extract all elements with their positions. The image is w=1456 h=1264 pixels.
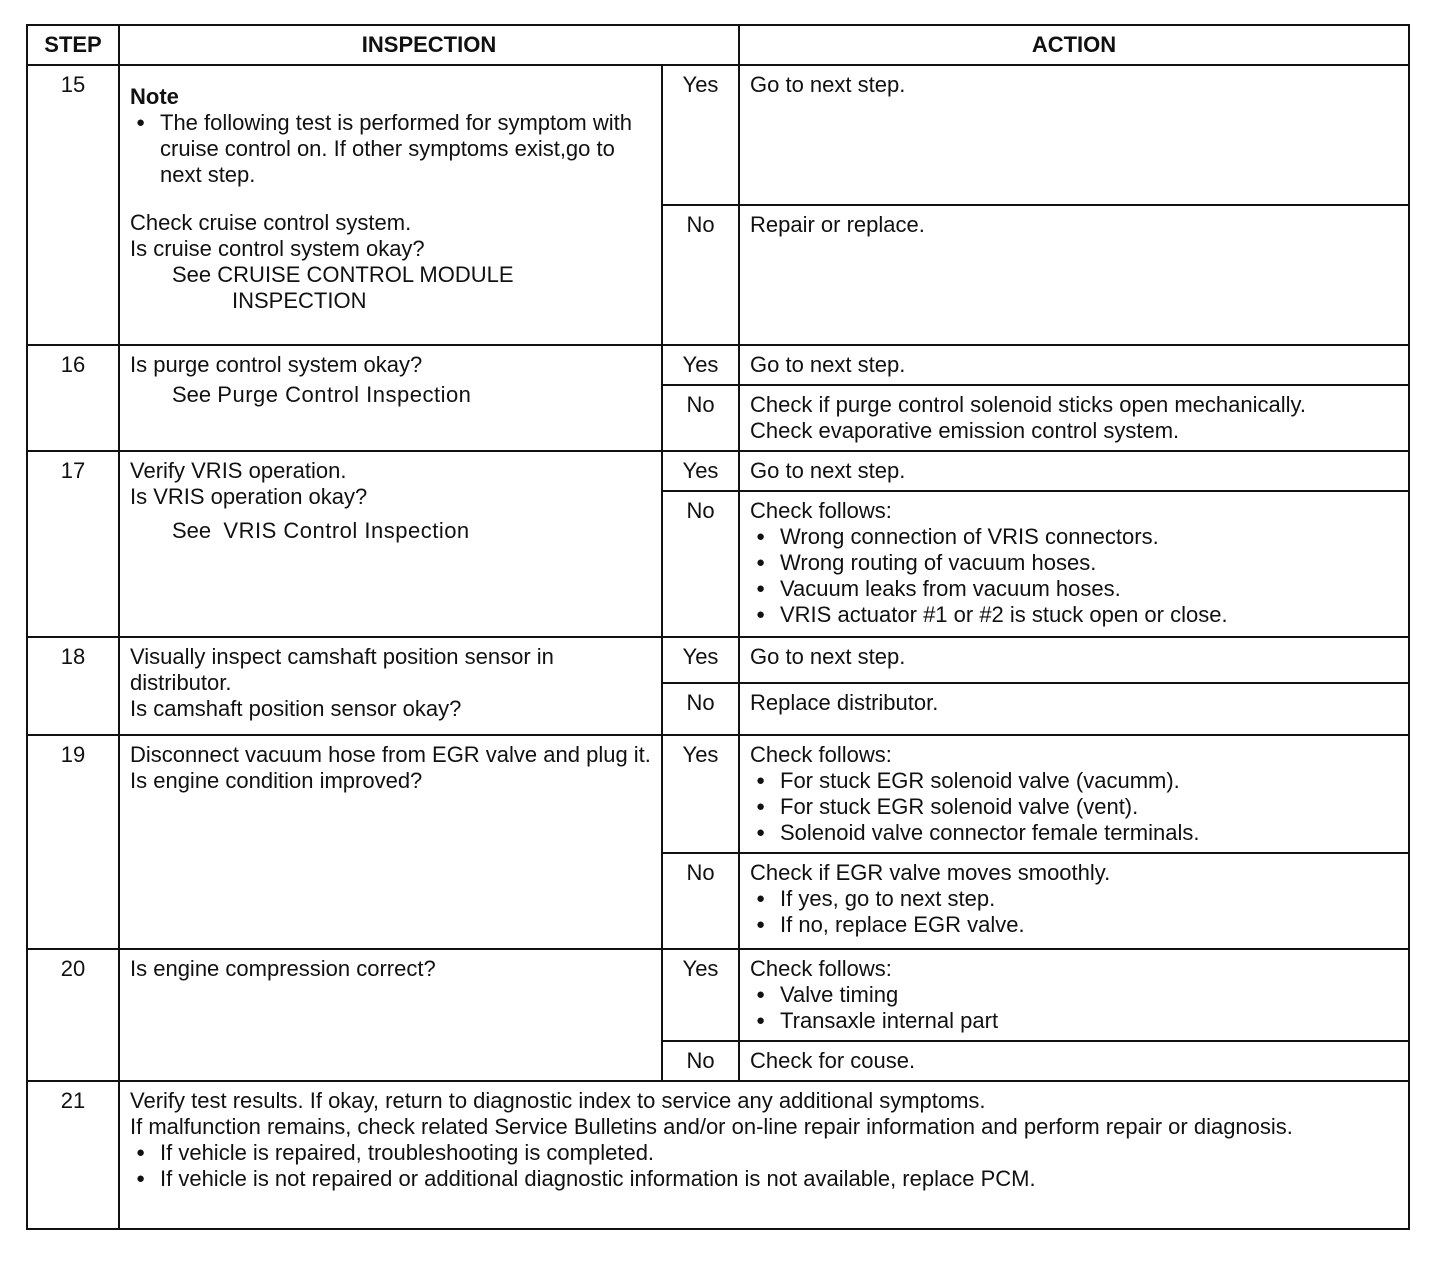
step-number: 15 (27, 65, 119, 345)
see-reference (130, 382, 651, 408)
step-number: 18 (27, 637, 119, 735)
see-reference (130, 262, 651, 288)
step-17-yes-row (27, 451, 1409, 491)
step-15-yes-row (27, 65, 1409, 205)
no-label: No (662, 853, 739, 949)
yes-action: Go to next step. (739, 637, 1409, 683)
no-action-head: Check if EGR valve moves smoothly. (750, 860, 1111, 885)
inspection-question: Is VRIS operation okay? (130, 484, 368, 509)
yes-label: Yes (662, 735, 739, 853)
see-ref: Purge Control Inspection (217, 382, 472, 407)
step-19-yes-row (27, 735, 1409, 853)
no-action-list (750, 886, 1398, 938)
see-ref-line1: CRUISE CONTROL MODULE (217, 262, 514, 287)
yes-label: Yes (662, 949, 739, 1041)
yes-action: Go to next step. (739, 345, 1409, 385)
inspection-question: Is camshaft position sensor okay? (130, 696, 462, 721)
step-number: 17 (27, 451, 119, 637)
list-item: ● If yes, go to next step. (750, 886, 1398, 912)
inspection-cell (119, 949, 662, 1081)
yes-action-list (750, 982, 1398, 1034)
list-item: ● Wrong connection of VRIS connectors. (750, 524, 1398, 550)
inspection-question: Is engine condition improved? (130, 768, 423, 793)
inspection-line: Verify test results. If okay, return to diagnostic index to service any additional symptoms. (130, 1088, 986, 1113)
inspection-cell (119, 735, 662, 949)
inspection-question: Is cruise control system okay? (130, 236, 425, 261)
list-item: ● If vehicle is not repaired or additional diagnostic information is not available, replace PCM. (130, 1166, 1398, 1192)
see-label: See (172, 382, 212, 407)
inspection-line: Verify VRIS operation. (130, 458, 347, 483)
no-action-line1: Check if purge control solenoid sticks open mechanically. (750, 392, 1306, 417)
step-number: 21 (27, 1081, 119, 1229)
yes-action (739, 949, 1409, 1041)
no-action-head: Check follows: (750, 498, 892, 523)
step-20-yes-row (27, 949, 1409, 1041)
result-list (130, 1140, 1398, 1192)
list-item: ● Solenoid valve connector female terminals. (750, 820, 1398, 846)
yes-action: Go to next step. (739, 65, 1409, 205)
no-label: No (662, 1041, 739, 1081)
no-label: No (662, 683, 739, 735)
step-21-row (27, 1081, 1409, 1229)
inspection-cell (119, 637, 662, 735)
inspection-line: Check cruise control system. (130, 210, 412, 235)
note-bullet: ● The following test is performed for symptom with cruise control on. If other symptoms exist,go to next step. (130, 110, 651, 188)
see-label: See (172, 262, 212, 287)
no-action: Repair or replace. (739, 205, 1409, 345)
step-number: 20 (27, 949, 119, 1081)
no-action: Check for couse. (739, 1041, 1409, 1081)
step-number: 16 (27, 345, 119, 451)
list-item: ● Valve timing (750, 982, 1398, 1008)
list-item: ● For stuck EGR solenoid valve (vacumm). (750, 768, 1398, 794)
step-16-yes-row (27, 345, 1409, 385)
yes-label: Yes (662, 65, 739, 205)
yes-label: Yes (662, 451, 739, 491)
list-item: ● For stuck EGR solenoid valve (vent). (750, 794, 1398, 820)
header-step: STEP (27, 25, 119, 65)
header-inspection: INSPECTION (119, 25, 739, 65)
see-reference (130, 518, 651, 544)
no-label: No (662, 385, 739, 451)
list-item: ● Vacuum leaks from vacuum hoses. (750, 576, 1398, 602)
no-action (739, 385, 1409, 451)
inspection-line: If malfunction remains, check related Service Bulletins and/or on-line repair information and perform repair or diagnosis. (130, 1114, 1293, 1139)
inspection-line: Visually inspect camshaft position sensor in distributor. (130, 644, 554, 695)
yes-label: Yes (662, 345, 739, 385)
see-ref: VRIS Control Inspection (223, 518, 470, 543)
list-item: ● Wrong routing of vacuum hoses. (750, 550, 1398, 576)
inspection-line: Disconnect vacuum hose from EGR valve and plug it. (130, 742, 651, 767)
inspection-question: Is purge control system okay? (130, 352, 423, 377)
inspection-cell (119, 451, 662, 637)
list-item: ● If no, replace EGR valve. (750, 912, 1398, 938)
inspection-question: Is engine compression correct? (130, 956, 436, 981)
header-action: ACTION (739, 25, 1409, 65)
see-ref-line2: INSPECTION (232, 288, 367, 313)
no-label: No (662, 205, 739, 345)
yes-action-head: Check follows: (750, 956, 892, 981)
step-number: 19 (27, 735, 119, 949)
note-label: Note (130, 84, 179, 109)
yes-action: Go to next step. (739, 451, 1409, 491)
no-action-list (750, 524, 1398, 628)
list-item: ● Transaxle internal part (750, 1008, 1398, 1034)
no-action-line2: Check evaporative emission control system. (750, 418, 1180, 443)
no-action: Replace distributor. (739, 683, 1409, 735)
list-item: ● If vehicle is repaired, troubleshooting is completed. (130, 1140, 1398, 1166)
yes-action (739, 735, 1409, 853)
no-action (739, 491, 1409, 637)
no-label: No (662, 491, 739, 637)
step-18-yes-row (27, 637, 1409, 683)
yes-action-head: Check follows: (750, 742, 892, 767)
no-action (739, 853, 1409, 949)
list-item: ● VRIS actuator #1 or #2 is stuck open or close. (750, 602, 1398, 628)
see-label: See (172, 518, 212, 543)
header-row (27, 25, 1409, 65)
diagnostic-table (26, 24, 1410, 1230)
inspection-cell (119, 345, 662, 451)
inspection-cell (119, 1081, 1409, 1229)
yes-action-list (750, 768, 1398, 846)
yes-label: Yes (662, 637, 739, 683)
inspection-cell (119, 65, 662, 345)
note-list (130, 110, 651, 188)
